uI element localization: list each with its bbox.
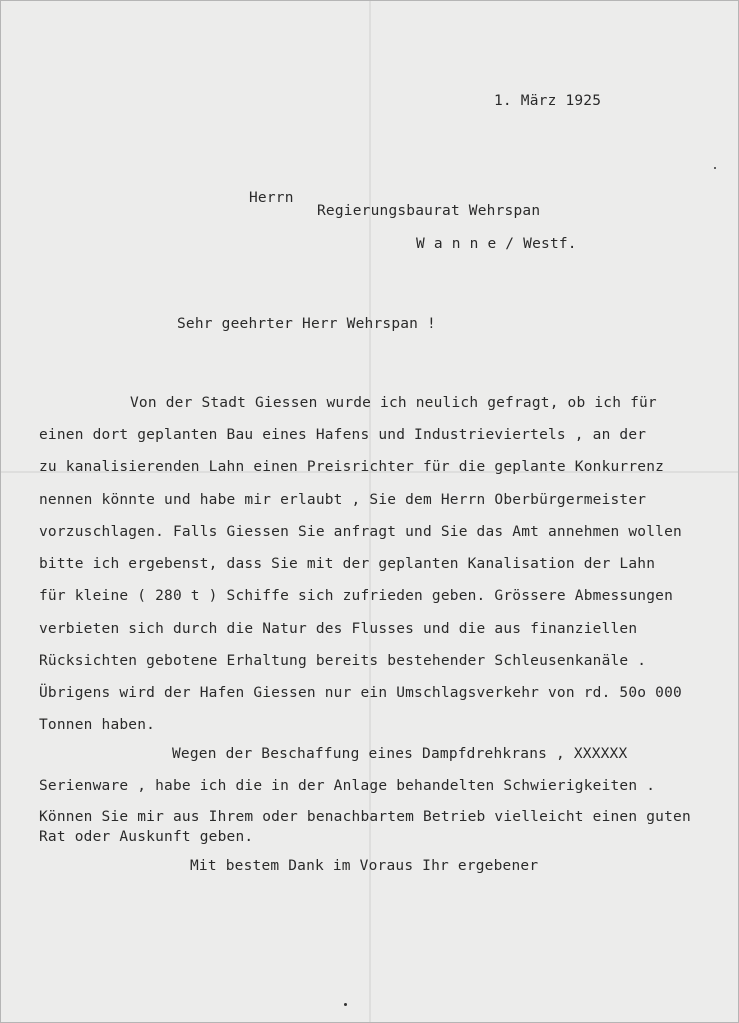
- ink-speck: [714, 167, 716, 169]
- body-line: Von der Stadt Giessen wurde ich neulich gefragt, ob ich für: [130, 395, 657, 411]
- letter-greeting: Sehr geehrter Herr Wehrspan !: [177, 316, 436, 332]
- body-line: Serienware , habe ich die in der Anlage behandelten Schwierigkeiten .: [39, 778, 656, 794]
- body-line: für kleine ( 280 t ) Schiffe sich zufrieden geben. Grössere Abmessungen: [39, 588, 674, 604]
- body-line: nennen könnte und habe mir erlaubt , Sie dem Herrn Oberbürgermeister: [39, 492, 647, 508]
- recipient-city: W a n n e / Westf.: [416, 236, 577, 252]
- letter-date: 1. März 1925: [494, 93, 602, 109]
- body-line: Übrigens wird der Hafen Giessen nur ein Umschlagsverkehr von rd. 50o 000: [39, 685, 682, 701]
- body-line: bitte ich ergebenst, dass Sie mit der geplanten Kanalisation der Lahn: [39, 556, 656, 572]
- body-line: Rücksichten gebotene Erhaltung bereits bestehender Schleusenkanäle .: [39, 653, 647, 669]
- body-line: Tonnen haben.: [39, 717, 156, 733]
- body-line: Können Sie mir aus Ihrem oder benachbartem Betrieb vielleicht einen guten: [39, 809, 691, 825]
- recipient-name: Regierungsbaurat Wehrspan: [317, 203, 541, 219]
- letter-closing: Mit bestem Dank im Voraus Ihr ergebener: [190, 858, 539, 874]
- body-line: verbieten sich durch die Natur des Flusses und die aus finanziellen: [39, 621, 638, 637]
- body-line: vorzuschlagen. Falls Giessen Sie anfragt und Sie das Amt annehmen wollen: [39, 524, 682, 540]
- body-line: zu kanalisierenden Lahn einen Preisrichter für die geplante Konkurrenz: [39, 459, 665, 475]
- recipient-title: Herrn: [249, 190, 294, 206]
- body-line: einen dort geplanten Bau eines Hafens und Industrieviertels , an der: [39, 427, 647, 443]
- body-line: Wegen der Beschaffung eines Dampfdrehkrans , XXXXXX: [172, 746, 628, 762]
- body-line: Rat oder Auskunft geben.: [39, 829, 254, 845]
- ink-speck: [344, 1003, 347, 1006]
